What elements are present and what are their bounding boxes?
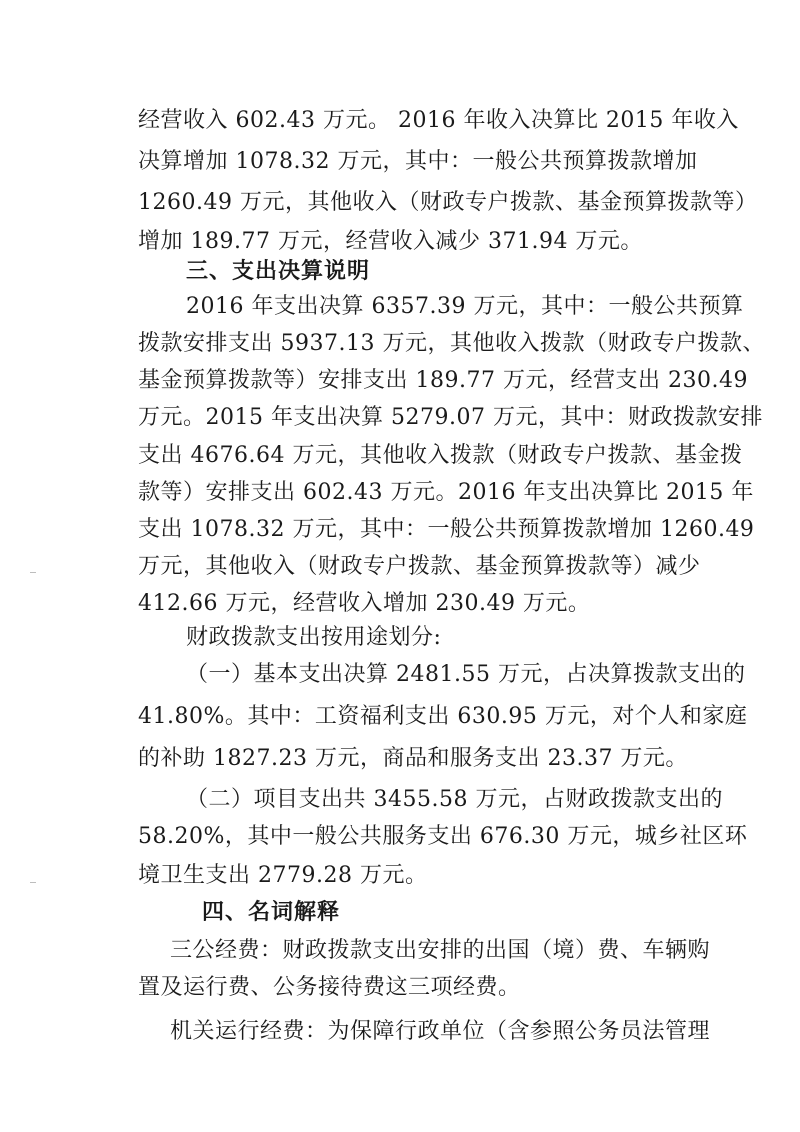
paragraph-line: 的补助 1827.23 万元，商品和服务支出 23.37 万元。 [138, 746, 688, 771]
paragraph-line: 1260.49 万元，其他收入（财政专户拨款、基金预算拨款等） [138, 190, 758, 215]
paragraph-line: 经营收入 602.43 万元。 2016 年收入决算比 2015 年收入 [138, 108, 739, 133]
paragraph-line: （二）项目支出共 3455.58 万元，占财政拨款支出的 [186, 787, 723, 812]
paragraph-line: 置及运行费、公务接待费这三项经费。 [138, 975, 521, 1000]
paragraph-line: 41.80%。其中：工资福利支出 630.95 万元，对个人和家庭 [138, 704, 748, 729]
paragraph-line: 412.66 万元，经营收入增加 230.49 万元。 [138, 591, 591, 616]
paragraph-line: 58.20%，其中一般公共服务支出 676.30 万元，城乡社区环 [138, 824, 748, 849]
paragraph-line: 万元。2015 年支出决算 5279.07 万元，其中：财政拨款安排 [138, 405, 763, 430]
paragraph-line: 万元，其他收入（财政专户拨款、基金预算拨款等）减少 [138, 554, 701, 579]
paragraph-line: 机关运行经费：为保障行政单位（含参照公务员法管理 [170, 1019, 711, 1044]
paragraph-line: （一）基本支出决算 2481.55 万元，占决算拨款支出的 [186, 662, 746, 687]
paragraph-line: 款等）安排支出 602.43 万元。2016 年支出决算比 2015 年 [138, 480, 754, 505]
paragraph-line: 2016 年支出决算 6357.39 万元，其中：一般公共预算 [186, 294, 744, 319]
paragraph-line: 境卫生支出 2779.28 万元。 [138, 863, 428, 888]
section-heading-expenditure: 三、支出决算说明 [186, 259, 371, 284]
paragraph-line: 支出 1078.32 万元，其中：一般公共预算拨款增加 1260.49 [138, 517, 755, 542]
paragraph-line: 决算增加 1078.32 万元，其中：一般公共预算拨款增加 [138, 149, 698, 174]
paragraph-line: 增加 189.77 万元，经营收入减少 371.94 万元。 [138, 229, 643, 254]
paragraph-line: 支出 4676.64 万元，其他收入拨款（财政专户拨款、基金拨 [138, 443, 743, 468]
paragraph-line: 拨款安排支出 5937.13 万元，其他收入拨款（财政专户拨款、 [138, 331, 765, 356]
section-heading-glossary: 四、名词解释 [202, 900, 341, 925]
paragraph-line: 财政拨款支出按用途划分: [186, 625, 442, 650]
paragraph-line: 基金预算拨款等）安排支出 189.77 万元，经营支出 230.49 [138, 368, 748, 393]
paragraph-line: 三公经费：财政拨款支出安排的出国（境）费、车辆购 [170, 938, 711, 963]
